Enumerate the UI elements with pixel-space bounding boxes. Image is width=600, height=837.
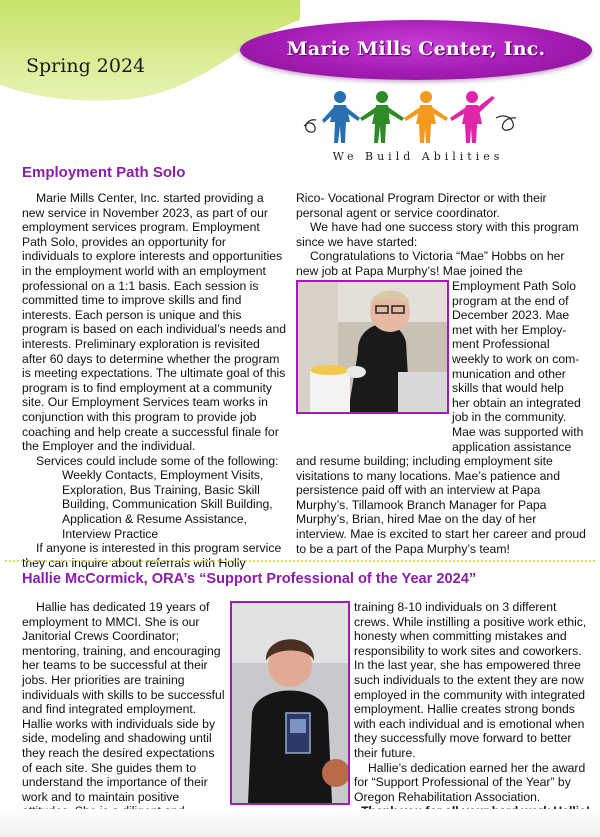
wrap-line: munication and other: [452, 366, 566, 381]
article1-paragraph: Congratulations to Victoria “Mae” Hobbs on her new job at Papa Murphy’s! Mae joined the: [296, 249, 565, 278]
article1-paragraph: If anyone is interested in this program service they can inquire about referrals with Holly: [22, 541, 282, 570]
article2-paragraph: Hallie has dedicated 19 years of employment to MMCI. She is our Janitorial Crews Coordinator; mentoring, training, and encouraging her teams to be successful at their jobs. Her priorities are training individuals with skills to be successful and find integrated employment. Hallie works with individuals side by side, modeling and shadowing until they reach the desired expectations of each site. She guides them to understand the importance of their work and to maintain positive: [22, 600, 225, 804]
wrap-line: December 2023. Mae: [452, 308, 570, 323]
services-list-item: Weekly Contacts, Employment Visits,: [62, 468, 264, 483]
article1-paragraph: and resume building; including employment site visitations to many locations. Mae’s patience and persistence paid off with an interview at Papa Murphy’s. Tillamook Branch Manager for Papa Murphy’s, Brian, hired Mae on the day of her interview. Mae is excited to start her career and proud to be a part of the Papa Murphy’s team!: [296, 454, 586, 556]
article2-paragraph: training 8-10 individuals on 3 different crews. While instilling a positive work ethic, honesty when committing mistakes and responsibility to work sites and coworkers. In the last year, she has empowered three such individuals to the extent they are now employed in the community with integrated employment. Hallie creates strong bonds with each individual and is emotional when they successfully move forward to better their future.: [354, 600, 587, 760]
article1-right-bottom: [296, 454, 588, 556]
article1-title: Employment Path Solo: [22, 164, 186, 181]
wrap-line: met with her Employ-: [452, 322, 567, 337]
article1-paragraph: Rico- Vocational Program Director or with their personal agent or service coordinator.: [296, 191, 547, 220]
article1-paragraph: Services could include some of the following:: [36, 453, 279, 468]
article2-left-column: [22, 600, 226, 834]
wrap-line: her obtain an integrated: [452, 395, 581, 410]
services-list-item: Building, Communication Skill Building,: [62, 497, 273, 512]
services-list-item: Interview Practice: [62, 526, 159, 541]
org-name: Marie Mills Center, Inc.: [286, 38, 546, 60]
article1-left-column: [22, 191, 286, 570]
wrap-line: skills that would help: [452, 381, 564, 396]
wrap-line: Mae was supported with: [452, 424, 584, 439]
wrap-line: Employment Path Solo: [452, 279, 576, 293]
article2-title: Hallie McCormick, ORA’s “Support Professional of the Year 2024”: [22, 571, 477, 587]
article1-paragraph: Marie Mills Center, Inc. started providing a new service in November 2023, as part of our employment services program. Employment Path Solo, provides an opportunity for individuals to explore interests and opportunities in the employment world with an employment professional on a 1:1 basis. Each session is committed time to improve skills and find interests. Each person is unique and this program is based on each individual’s needs and interests. Preliminary exploration is revisited after 60 days to determine whether the program is meeting expectations. The ultimate goal of this program is to find employment at a community site. Our Employment Services team works in conjunction with this program to provide job coaching and help create a successful finale for the Employer and the individual.: [22, 191, 287, 454]
wrap-line: application assistance: [452, 439, 572, 454]
services-list-item: Application & Resume Assistance,: [62, 512, 247, 527]
wrap-line: weekly to work on com-: [452, 351, 580, 366]
season-label: Spring 2024: [26, 55, 146, 77]
mae-photo: [296, 280, 449, 414]
wrap-line: program at the end of: [452, 293, 569, 308]
section-divider: [5, 560, 595, 562]
services-list: [22, 468, 286, 541]
wrap-line: job in the community.: [452, 410, 567, 425]
article2-paragraph: Hallie’s dedication earned her the award for “Support Professional of the Year” by Oregon Rehabilitation Association.: [354, 760, 586, 804]
people-logo-icon: [300, 88, 536, 148]
article1-wrap-text: [452, 279, 592, 454]
tagline: We Build Abilities: [332, 150, 504, 163]
article1-right-top: [296, 191, 586, 279]
services-list-item: Exploration, Bus Training, Basic Skill: [62, 482, 260, 497]
article1-paragraph: We have had one success story with this program since we have started:: [296, 220, 579, 249]
article2-right-column: [354, 600, 590, 819]
wrap-line: ment Professional: [452, 337, 550, 352]
footer-band: [0, 809, 600, 837]
hallie-photo: [230, 601, 350, 805]
